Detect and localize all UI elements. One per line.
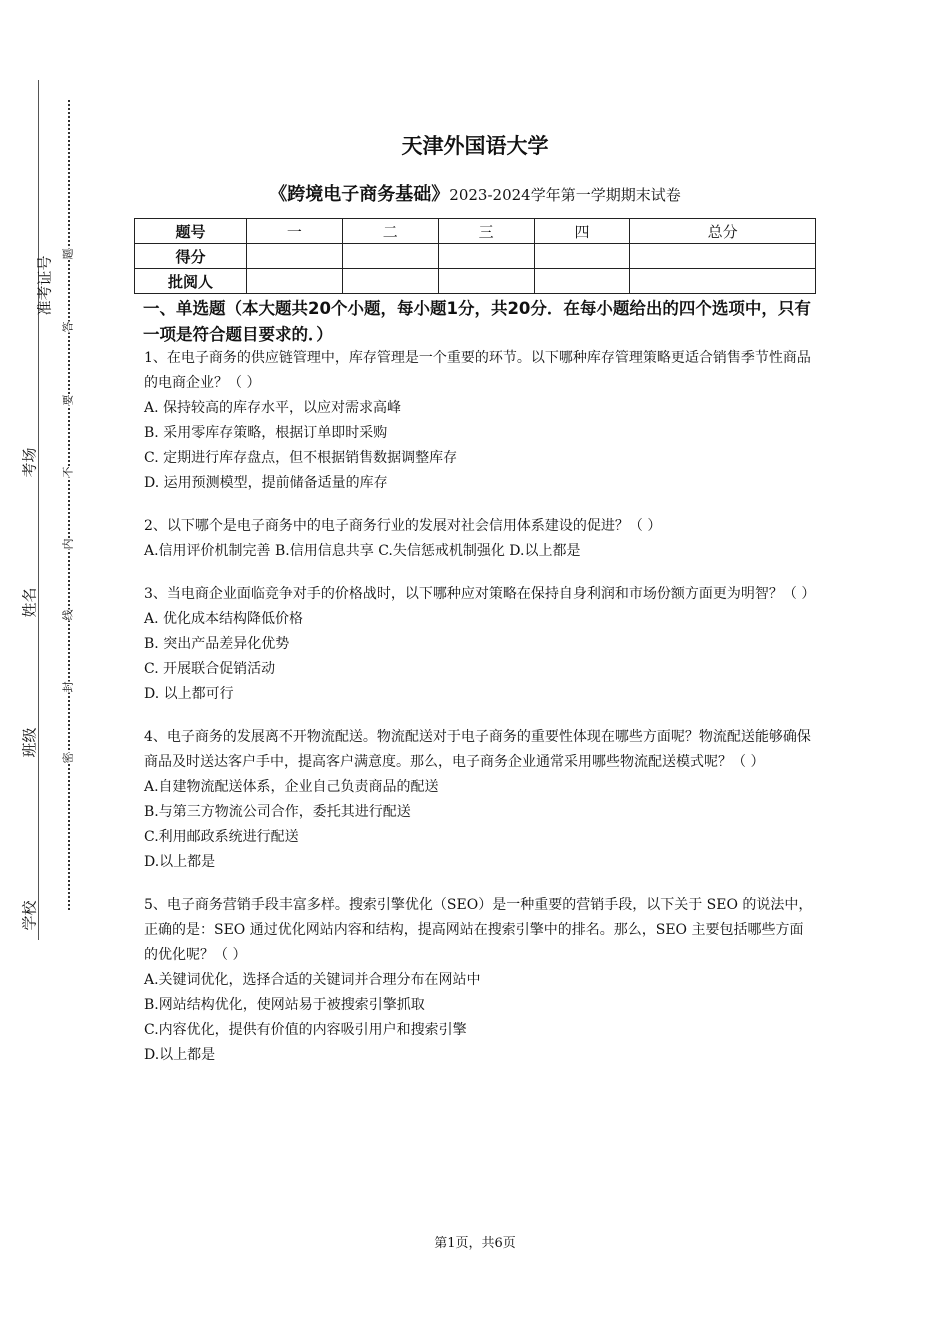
- question-option: B.网站结构优化，使网站易于被搜索引擎抓取: [144, 997, 425, 1013]
- seal-char: 封: [58, 682, 78, 693]
- score-cell: [342, 244, 438, 269]
- seal-char: 不: [58, 467, 78, 478]
- field-name: 姓名: [20, 587, 39, 618]
- score-row-label: 批阅人: [135, 269, 247, 294]
- question-option: D.以上都是: [144, 854, 216, 870]
- field-school: 学校: [20, 900, 39, 931]
- question-option: B. 采用零库存策略，根据订单即时采购: [144, 425, 388, 441]
- seal-char: 密: [58, 753, 78, 764]
- question-3: [144, 582, 814, 707]
- page-number: 第1页，共6页: [434, 1236, 516, 1251]
- question-option: A. 优化成本结构降低价格: [144, 611, 304, 627]
- exam-subtitle: [0, 180, 950, 206]
- score-table-header: 一: [247, 219, 343, 244]
- score-table: [134, 218, 816, 294]
- question-1: [144, 346, 814, 496]
- field-exam-number: 准考证号: [35, 255, 54, 316]
- question-4: [144, 725, 814, 875]
- question-5: [144, 893, 814, 1068]
- score-table-header: 四: [534, 219, 630, 244]
- grader-cell: [630, 269, 816, 294]
- score-table-header: 二: [342, 219, 438, 244]
- field-class: 班级: [20, 727, 39, 758]
- score-cell: [247, 244, 343, 269]
- question-option: C. 开展联合促销活动: [144, 661, 276, 677]
- university-title: 天津外国语大学: [401, 134, 549, 158]
- grader-cell: [342, 269, 438, 294]
- question-option: A.关键词优化，选择合适的关键词并合理分布在网站中: [144, 972, 481, 988]
- score-table-header: 三: [438, 219, 534, 244]
- score-cell: [630, 244, 816, 269]
- question-option: A.信用评价机制完善 B.信用信息共享 C.失信惩戒机制强化 D.以上都是: [144, 543, 581, 559]
- question-option: A. 保持较高的库存水平，以应对需求高峰: [144, 400, 402, 416]
- grader-cell: [247, 269, 343, 294]
- score-table-header: 总分: [630, 219, 816, 244]
- seal-char: 题: [58, 249, 78, 260]
- exam-term: 2023-2024学年第一学期期末试卷: [449, 186, 681, 204]
- question-2: [144, 514, 814, 564]
- seal-dotted-line: [68, 100, 70, 910]
- question-option: A.自建物流配送体系，企业自己负责商品的配送: [144, 779, 439, 795]
- question-stem: 4、电子商务的发展离不开物流配送。物流配送对于电子商务的重要性体现在哪些方面呢？物流配送能够确保商品及时送达客户手中，提高客户满意度。那么，电子商务企业通常采用哪些物流配送模式呢？（ ）: [144, 729, 811, 770]
- exam-content: [144, 296, 814, 1068]
- question-option: C. 定期进行库存盘点，但不根据销售数据调整库存: [144, 450, 458, 466]
- question-stem: 1、在电子商务的供应链管理中，库存管理是一个重要的环节。以下哪种库存管理策略更适合销售季节性商品的电商企业？（ ）: [144, 350, 811, 391]
- seal-char: 答: [58, 322, 78, 333]
- question-option: B. 突出产品差异化优势: [144, 636, 290, 652]
- seal-char: 要: [58, 395, 78, 406]
- seal-char: 线: [58, 610, 78, 621]
- section-title: 一、单选题（本大题共20个小题，每小题1分，共20分．在每小题给出的四个选项中，只有一项是符合题目要求的．）: [143, 299, 811, 344]
- score-cell: [438, 244, 534, 269]
- score-table-header: 题号: [135, 219, 247, 244]
- question-option: B.与第三方物流公司合作，委托其进行配送: [144, 804, 411, 820]
- binding-line: [38, 80, 39, 940]
- score-cell: [534, 244, 630, 269]
- question-stem: 3、当电商企业面临竞争对手的价格战时，以下哪种应对策略在保持自身利润和市场份额方面更为明智？（ ）: [144, 586, 816, 602]
- field-exam-room: 考场: [20, 447, 39, 478]
- grader-cell: [534, 269, 630, 294]
- question-option: D.以上都是: [144, 1047, 216, 1063]
- course-name: 《跨境电子商务基础》: [269, 184, 450, 205]
- grader-cell: [438, 269, 534, 294]
- question-stem: 5、电子商务营销手段丰富多样。搜索引擎优化（SEO）是一种重要的营销手段，以下关于 SEO 的说法中，正确的是：SEO 通过优化网站内容和结构，提高网站在搜索引擎中的排名。那么，SEO 主要包括哪些方面的优化呢？（ ）: [144, 897, 813, 963]
- question-option: D. 运用预测模型，提前储备适量的库存: [144, 475, 388, 491]
- question-option: C.内容优化，提供有价值的内容吸引用户和搜索引擎: [144, 1022, 467, 1038]
- score-row-label: 得分: [135, 244, 247, 269]
- seal-char: 内: [58, 539, 78, 550]
- question-stem: 2、以下哪个是电子商务中的电子商务行业的发展对社会信用体系建设的促进？（ ）: [144, 518, 662, 534]
- question-option: D. 以上都可行: [144, 686, 234, 702]
- question-option: C.利用邮政系统进行配送: [144, 829, 299, 845]
